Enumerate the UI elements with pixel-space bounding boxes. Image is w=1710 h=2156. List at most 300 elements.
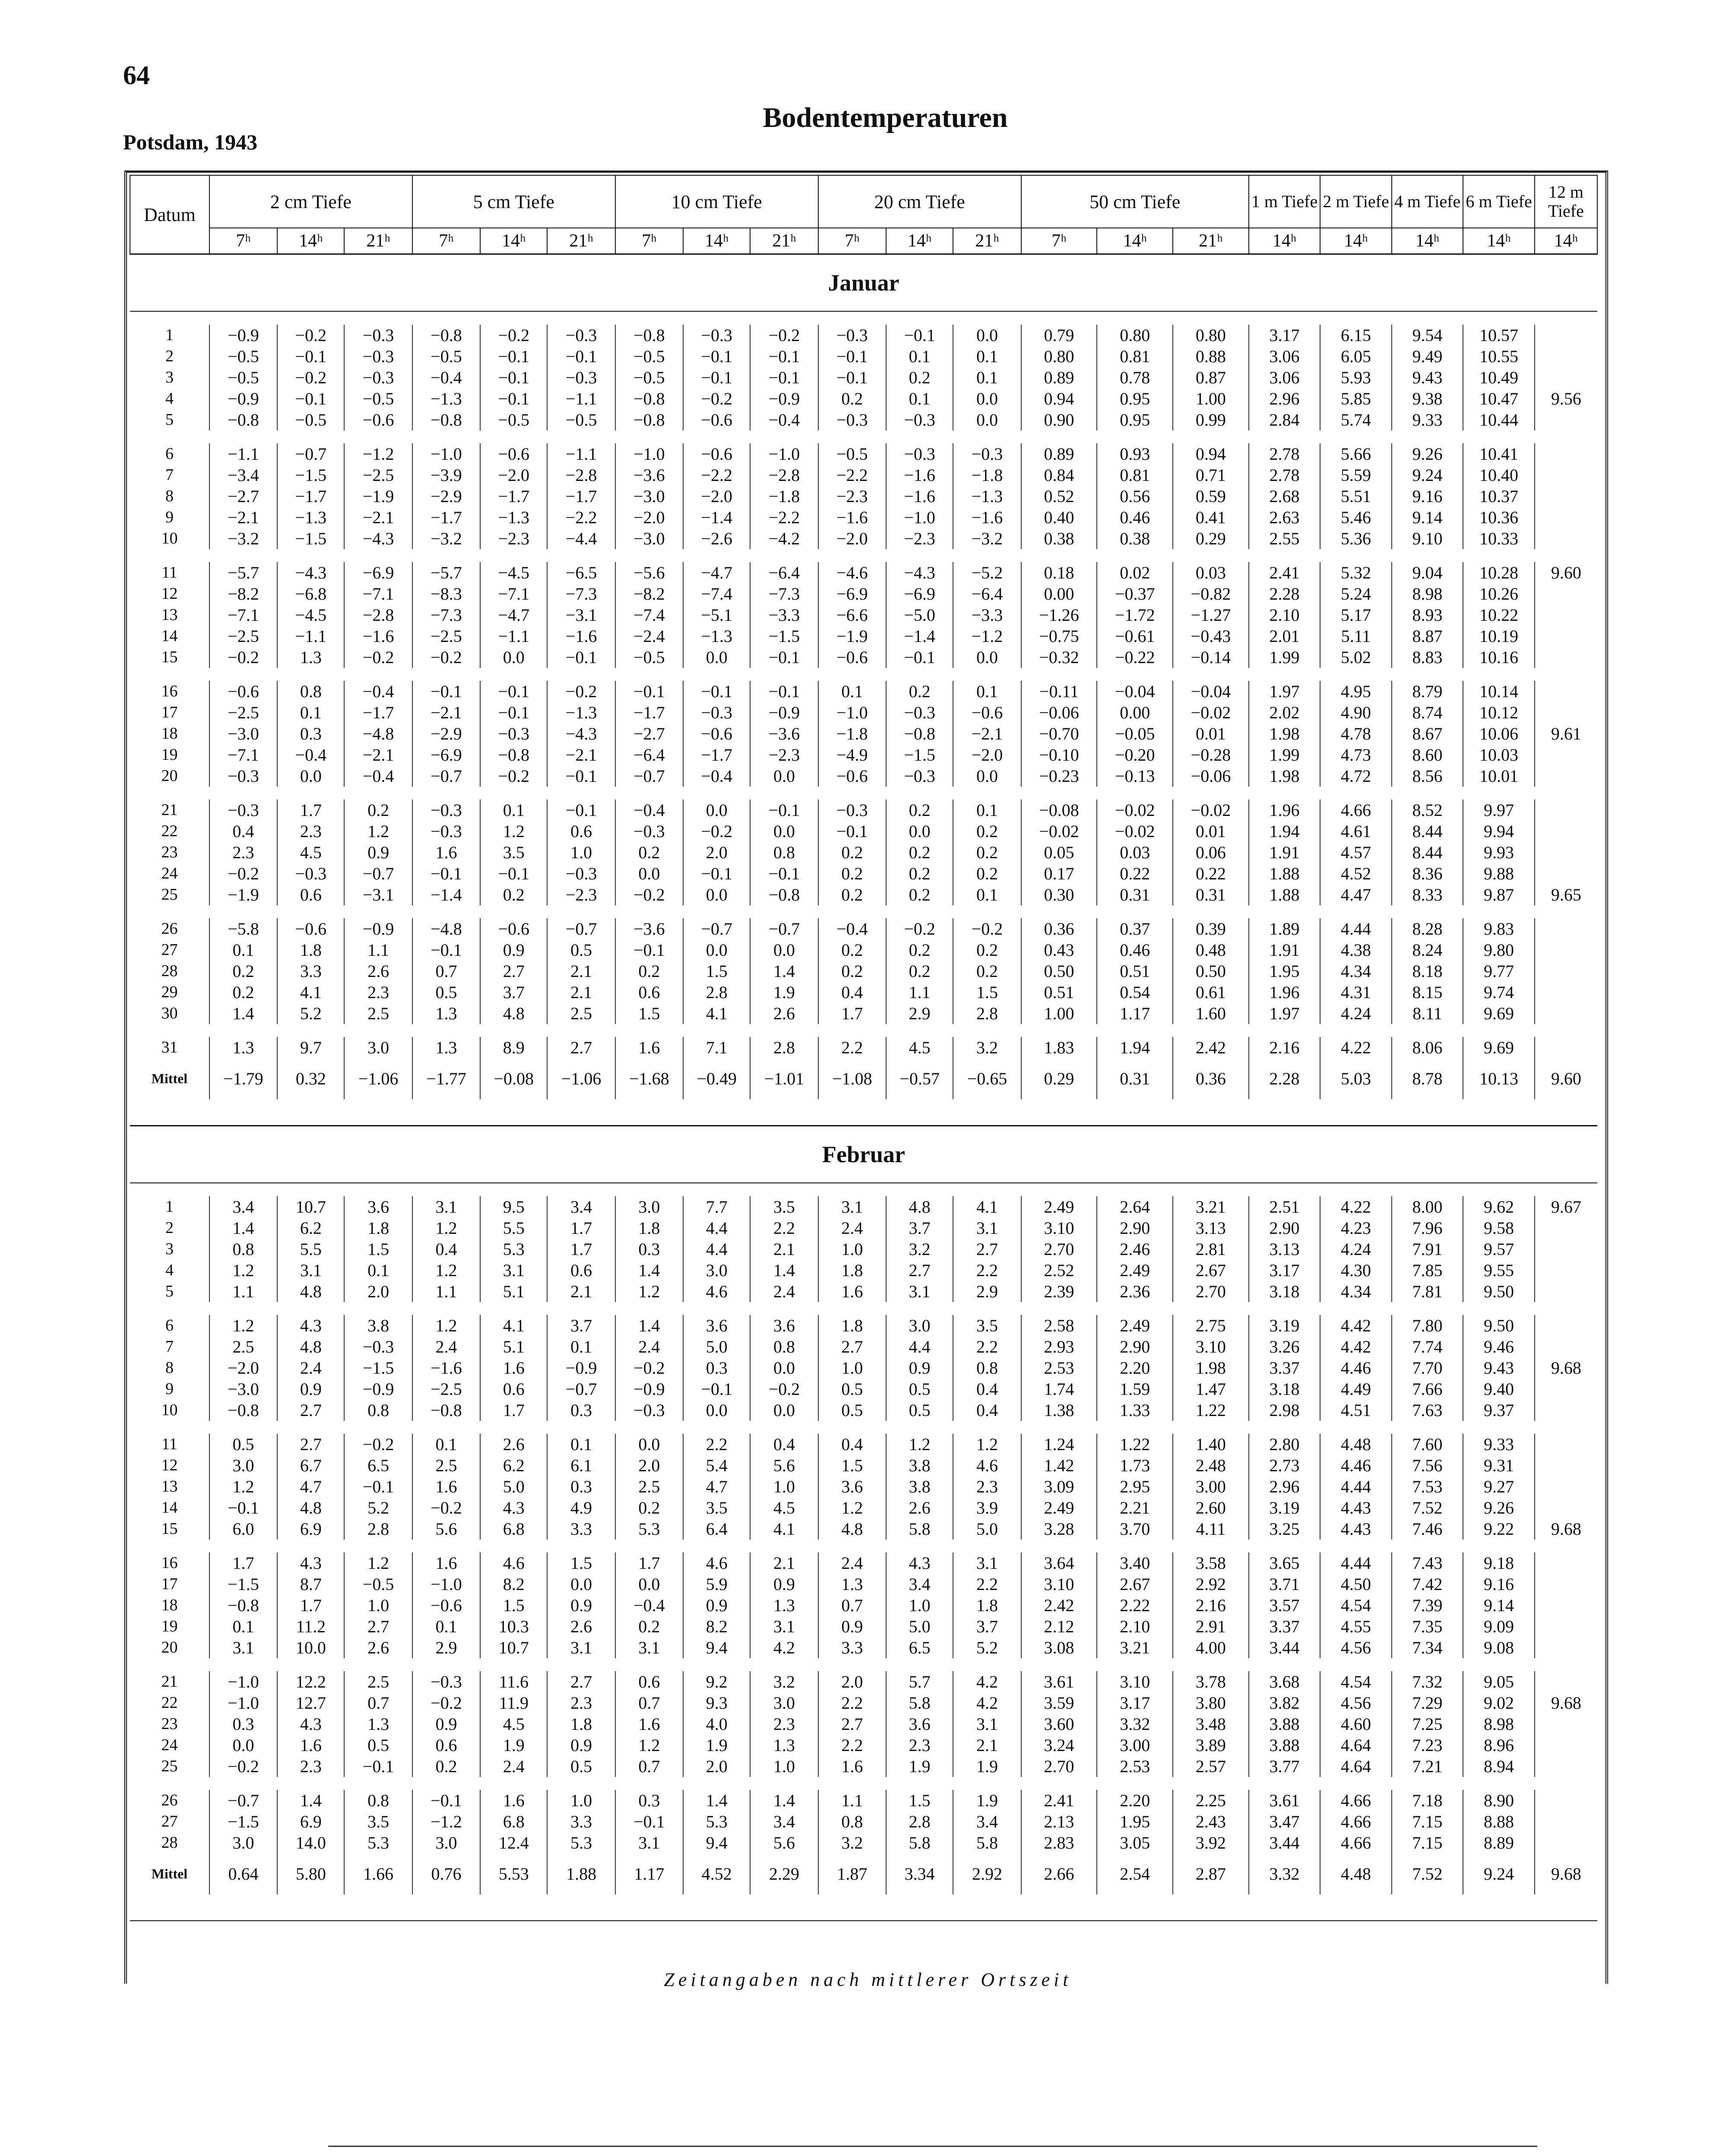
header-time: 7ʰ xyxy=(209,228,277,254)
mean-cell: 0.29 xyxy=(1021,1058,1097,1099)
table-row xyxy=(130,1003,1597,1024)
table-cell: 2.48 xyxy=(1173,1455,1249,1476)
table-cell: 2.10 xyxy=(1097,1616,1173,1637)
table-cell: 0.9 xyxy=(683,1595,750,1616)
table-cell: 7.63 xyxy=(1392,1400,1463,1421)
table-cell: 8.98 xyxy=(1392,583,1463,604)
table-cell: 5.5 xyxy=(277,1239,344,1260)
table-cell: 3.58 xyxy=(1173,1552,1249,1574)
table-cell: 0.5 xyxy=(547,939,615,961)
table-cell: 1.4 xyxy=(683,1790,750,1811)
table-cell: 5.59 xyxy=(1320,465,1392,486)
table-cell: 3.6 xyxy=(344,1196,412,1217)
day-label: 30 xyxy=(161,1004,178,1022)
table-cell: −0.02 xyxy=(1173,702,1249,723)
table-cell: −0.8 xyxy=(412,325,480,346)
table-cell: 2.70 xyxy=(1021,1239,1097,1260)
table-cell: 3.10 xyxy=(1021,1217,1097,1239)
table-cell: 9.26 xyxy=(1463,1497,1535,1518)
table-cell: 2.25 xyxy=(1173,1790,1249,1811)
table-cell: 9.14 xyxy=(1463,1595,1535,1616)
table-cell: −0.7 xyxy=(277,443,344,465)
table-cell: 2.2 xyxy=(818,1735,886,1756)
table-cell: 4.8 xyxy=(480,1003,547,1024)
mean-cell: −1.06 xyxy=(344,1058,412,1099)
table-cell: 9.68 xyxy=(1535,1357,1597,1378)
table-cell: 2.2 xyxy=(818,1692,886,1713)
table-row xyxy=(130,647,1597,668)
spacer-cell xyxy=(130,787,1597,800)
table-cell: 2.2 xyxy=(683,1434,750,1455)
table-cell: 2.93 xyxy=(1021,1336,1097,1357)
table-cell: −5.8 xyxy=(209,918,277,939)
table-cell: 2.83 xyxy=(1021,1832,1097,1853)
table-cell: 1.22 xyxy=(1097,1434,1173,1455)
table-cell: 1.98 xyxy=(1173,1357,1249,1378)
spacer-cell xyxy=(130,1777,1597,1790)
mean-cell: 2.66 xyxy=(1021,1853,1097,1894)
table-cell: 10.0 xyxy=(277,1637,344,1658)
table-cell: 1.8 xyxy=(615,1217,683,1239)
table-cell: 2.46 xyxy=(1097,1239,1173,1260)
table-cell: 2.41 xyxy=(1021,1790,1097,1811)
table-cell: 4.54 xyxy=(1320,1595,1392,1616)
table-cell: 0.2 xyxy=(953,842,1021,863)
table-cell: 6.8 xyxy=(480,1811,547,1832)
table-cell: −0.3 xyxy=(547,863,615,884)
table-cell: 3.71 xyxy=(1249,1574,1320,1595)
table-cell: 0.3 xyxy=(277,723,344,744)
table-row xyxy=(130,1713,1597,1735)
table-cell: 8.33 xyxy=(1392,884,1463,905)
table-cell xyxy=(1535,1434,1597,1455)
table-cell: 3.0 xyxy=(412,1832,480,1853)
day-label: 24 xyxy=(161,864,178,882)
mean-cell: 0.31 xyxy=(1097,1058,1173,1099)
table-cell: 2.90 xyxy=(1097,1217,1173,1239)
table-cell: 9.62 xyxy=(1463,1196,1535,1217)
table-cell: 0.5 xyxy=(886,1378,953,1400)
table-cell: −1.4 xyxy=(412,884,480,905)
table-cell: 3.40 xyxy=(1097,1552,1173,1574)
table-row xyxy=(130,1378,1597,1400)
table-cell: −0.3 xyxy=(886,409,953,430)
table-cell: 1.1 xyxy=(818,1790,886,1811)
header-time: 14ʰ xyxy=(1320,228,1392,254)
table-cell xyxy=(1535,1713,1597,1735)
table-cell: 0.2 xyxy=(818,884,886,905)
table-cell: −0.1 xyxy=(480,388,547,409)
table-cell: 0.0 xyxy=(683,800,750,821)
table-cell: 0.52 xyxy=(1021,486,1097,507)
table-cell: 9.24 xyxy=(1392,465,1463,486)
table-cell: 1.83 xyxy=(1021,1037,1097,1058)
table-cell: 7.74 xyxy=(1392,1336,1463,1357)
table-cell: 0.1 xyxy=(886,388,953,409)
table-cell: 2.16 xyxy=(1249,1037,1320,1058)
table-cell: 4.2 xyxy=(953,1671,1021,1692)
table-cell: 1.2 xyxy=(344,1552,412,1574)
table-row xyxy=(130,325,1597,346)
table-cell: 9.16 xyxy=(1463,1574,1535,1595)
table-cell: 1.22 xyxy=(1173,1400,1249,1421)
table-cell: 4.4 xyxy=(886,1336,953,1357)
table-row xyxy=(130,1336,1597,1357)
table-cell: −1.0 xyxy=(615,443,683,465)
table-cell: −2.2 xyxy=(750,507,818,528)
month-header-row xyxy=(130,254,1597,312)
table-cell: 9.31 xyxy=(1463,1455,1535,1476)
table-cell xyxy=(1535,604,1597,626)
table-cell: 4.78 xyxy=(1320,723,1392,744)
table-cell: 3.21 xyxy=(1097,1637,1173,1658)
table-cell: 2.4 xyxy=(818,1552,886,1574)
table-cell: 3.60 xyxy=(1021,1713,1097,1735)
table-cell: 1.7 xyxy=(615,1552,683,1574)
table-cell: 0.2 xyxy=(209,982,277,1003)
table-cell: 4.22 xyxy=(1320,1037,1392,1058)
table-cell: 1.42 xyxy=(1021,1455,1097,1476)
table-cell: 0.0 xyxy=(750,939,818,961)
table-cell: 1.4 xyxy=(615,1315,683,1336)
table-cell: 3.88 xyxy=(1249,1735,1320,1756)
table-cell: −0.3 xyxy=(412,1671,480,1692)
mean-cell: 4.52 xyxy=(683,1853,750,1894)
table-cell: 5.8 xyxy=(886,1692,953,1713)
table-cell: 0.3 xyxy=(547,1476,615,1497)
table-cell: 10.57 xyxy=(1463,325,1535,346)
table-cell: 1.6 xyxy=(615,1037,683,1058)
spacer-cell xyxy=(130,1183,1597,1196)
table-cell xyxy=(1535,765,1597,787)
table-cell: 7.23 xyxy=(1392,1735,1463,1756)
table-cell: −0.1 xyxy=(547,800,615,821)
table-cell xyxy=(1535,1476,1597,1497)
table-cell: 3.13 xyxy=(1173,1217,1249,1239)
day-label: 11 xyxy=(162,1435,177,1453)
table-cell: 0.2 xyxy=(886,961,953,982)
table-cell: −0.3 xyxy=(344,325,412,346)
table-cell: 8.00 xyxy=(1392,1196,1463,1217)
table-cell: 7.18 xyxy=(1392,1790,1463,1811)
table-cell: −0.1 xyxy=(480,863,547,884)
table-cell: −1.3 xyxy=(412,388,480,409)
table-cell: −3.0 xyxy=(615,528,683,549)
table-cell: 3.25 xyxy=(1249,1518,1320,1540)
table-cell: 1.00 xyxy=(1173,388,1249,409)
table-cell: 2.78 xyxy=(1249,465,1320,486)
table-cell: 3.44 xyxy=(1249,1637,1320,1658)
table-cell: 1.5 xyxy=(818,1455,886,1476)
table-cell: −1.27 xyxy=(1173,604,1249,626)
mean-cell: 5.53 xyxy=(480,1853,547,1894)
table-cell: −2.7 xyxy=(615,723,683,744)
table-cell: −0.2 xyxy=(480,765,547,787)
table-cell: −3.9 xyxy=(412,465,480,486)
spacer-cell xyxy=(130,668,1597,681)
table-cell: −0.11 xyxy=(1021,681,1097,702)
table-cell: 2.1 xyxy=(953,1735,1021,1756)
table-cell: 1.94 xyxy=(1249,821,1320,842)
table-cell: 6.9 xyxy=(277,1811,344,1832)
table-cell: 4.3 xyxy=(277,1552,344,1574)
table-row xyxy=(130,1671,1597,1692)
table-cell: 2.78 xyxy=(1249,443,1320,465)
table-cell: −6.5 xyxy=(547,562,615,583)
table-cell: 2.5 xyxy=(412,1455,480,1476)
table-cell: 1.5 xyxy=(953,982,1021,1003)
table-cell: −0.1 xyxy=(818,346,886,367)
table-cell: 9.87 xyxy=(1463,884,1535,905)
table-cell: 0.89 xyxy=(1021,367,1097,388)
table-cell: 7.66 xyxy=(1392,1378,1463,1400)
table-cell: 3.8 xyxy=(886,1476,953,1497)
table-cell: 2.6 xyxy=(344,961,412,982)
table-cell: 2.3 xyxy=(953,1476,1021,1497)
table-cell: 2.1 xyxy=(547,982,615,1003)
section-end-row xyxy=(130,1894,1597,1921)
table-cell: −4.5 xyxy=(277,604,344,626)
mean-cell: 2.28 xyxy=(1249,1058,1320,1099)
table-cell: −0.5 xyxy=(277,409,344,430)
table-cell: 1.9 xyxy=(750,982,818,1003)
table-cell: −4.8 xyxy=(412,918,480,939)
table-cell: 0.01 xyxy=(1173,821,1249,842)
table-cell: 0.5 xyxy=(818,1400,886,1421)
table-cell: 0.61 xyxy=(1173,982,1249,1003)
mean-cell: 3.34 xyxy=(886,1853,953,1894)
table-cell: −0.4 xyxy=(412,367,480,388)
table-cell: 3.1 xyxy=(750,1616,818,1637)
table-cell: −2.7 xyxy=(209,486,277,507)
table-cell: 2.70 xyxy=(1021,1756,1097,1777)
table-cell: −0.4 xyxy=(683,765,750,787)
table-row xyxy=(130,1735,1597,1756)
table-cell: 8.96 xyxy=(1463,1735,1535,1756)
day-label: 10 xyxy=(161,529,178,547)
table-cell: 7.91 xyxy=(1392,1239,1463,1260)
table-cell: 0.17 xyxy=(1021,863,1097,884)
table-cell: 4.44 xyxy=(1320,1552,1392,1574)
table-cell: −1.5 xyxy=(209,1811,277,1832)
table-cell: 0.0 xyxy=(953,325,1021,346)
table-cell: 9.74 xyxy=(1463,982,1535,1003)
table-cell: 1.7 xyxy=(209,1552,277,1574)
table-cell: 3.7 xyxy=(547,1315,615,1336)
mean-cell: −1.68 xyxy=(615,1058,683,1099)
table-cell: −0.6 xyxy=(344,409,412,430)
table-cell: 3.1 xyxy=(953,1713,1021,1735)
table-cell: −0.9 xyxy=(344,918,412,939)
table-cell: 1.88 xyxy=(1249,863,1320,884)
table-cell: 3.4 xyxy=(547,1196,615,1217)
table-cell: 3.1 xyxy=(953,1552,1021,1574)
table-cell: 5.0 xyxy=(886,1616,953,1637)
table-cell: −1.7 xyxy=(615,702,683,723)
mean-cell: −1.08 xyxy=(818,1058,886,1099)
table-cell: 3.6 xyxy=(818,1476,886,1497)
table-row xyxy=(130,1832,1597,1853)
table-cell: 4.57 xyxy=(1320,842,1392,863)
table-cell: 3.00 xyxy=(1097,1735,1173,1756)
table-cell: 4.51 xyxy=(1320,1400,1392,1421)
table-cell: 4.42 xyxy=(1320,1315,1392,1336)
header-time: 14ʰ xyxy=(480,228,547,254)
table-cell: 1.47 xyxy=(1173,1378,1249,1400)
table-cell: −0.7 xyxy=(683,918,750,939)
table-row xyxy=(130,939,1597,961)
table-cell: −1.7 xyxy=(412,507,480,528)
table-cell: −2.1 xyxy=(412,702,480,723)
table-cell: 8.52 xyxy=(1392,800,1463,821)
table-cell: 1.8 xyxy=(277,939,344,961)
spacer-row xyxy=(130,1421,1597,1434)
table-cell: 1.94 xyxy=(1097,1037,1173,1058)
table-row xyxy=(130,1476,1597,1497)
table-cell: 1.74 xyxy=(1021,1378,1097,1400)
table-cell: 1.3 xyxy=(750,1735,818,1756)
table-row xyxy=(130,1497,1597,1518)
table-cell: 9.94 xyxy=(1463,821,1535,842)
table-cell: 3.0 xyxy=(209,1455,277,1476)
table-cell: 3.17 xyxy=(1249,1260,1320,1281)
header-time: 14ʰ xyxy=(277,228,344,254)
table-cell: −0.2 xyxy=(615,1357,683,1378)
table-cell: −2.1 xyxy=(344,744,412,765)
table-cell: 0.0 xyxy=(683,1400,750,1421)
header-time: 21ʰ xyxy=(750,228,818,254)
table-cell xyxy=(1535,1336,1597,1357)
table-cell: 4.31 xyxy=(1320,982,1392,1003)
table-cell: 4.38 xyxy=(1320,939,1392,961)
table-cell: 0.80 xyxy=(1173,325,1249,346)
table-cell: 9.43 xyxy=(1463,1357,1535,1378)
table-cell: −0.3 xyxy=(886,702,953,723)
table-row xyxy=(130,626,1597,647)
table-cell: 9.05 xyxy=(1463,1671,1535,1692)
table-cell: −6.9 xyxy=(412,744,480,765)
table-cell: 5.46 xyxy=(1320,507,1392,528)
day-label: 2 xyxy=(165,347,174,365)
table-cell: 4.5 xyxy=(277,842,344,863)
table-cell: −2.9 xyxy=(412,486,480,507)
table-cell: 3.92 xyxy=(1173,1832,1249,1853)
table-cell: −7.3 xyxy=(750,583,818,604)
table-cell: −4.7 xyxy=(683,562,750,583)
table-cell: −0.1 xyxy=(683,863,750,884)
table-cell: −0.1 xyxy=(750,346,818,367)
table-cell: 2.49 xyxy=(1021,1497,1097,1518)
table-cell: 2.13 xyxy=(1021,1811,1097,1832)
table-cell: 1.91 xyxy=(1249,842,1320,863)
spacer-row xyxy=(130,1302,1597,1315)
table-cell: 4.50 xyxy=(1320,1574,1392,1595)
table-cell: −0.1 xyxy=(750,681,818,702)
table-cell: 2.5 xyxy=(344,1671,412,1692)
table-cell: 0.00 xyxy=(1021,583,1097,604)
table-cell: 10.06 xyxy=(1463,723,1535,744)
table-cell: 2.0 xyxy=(818,1671,886,1692)
table-cell: 1.7 xyxy=(818,1003,886,1024)
table-cell: 2.91 xyxy=(1173,1616,1249,1637)
table-cell: 0.7 xyxy=(615,1692,683,1713)
table-cell: 1.59 xyxy=(1097,1378,1173,1400)
table-cell: 10.36 xyxy=(1463,507,1535,528)
table-cell: 5.0 xyxy=(953,1518,1021,1540)
table-cell: 5.8 xyxy=(886,1518,953,1540)
table-cell: −0.3 xyxy=(277,863,344,884)
table-cell: 2.20 xyxy=(1097,1357,1173,1378)
day-label: 14 xyxy=(161,1498,178,1517)
table-cell: −0.2 xyxy=(886,918,953,939)
table-cell: −2.0 xyxy=(209,1357,277,1378)
table-cell: 3.17 xyxy=(1249,325,1320,346)
table-cell: 1.9 xyxy=(886,1756,953,1777)
table-cell: −2.8 xyxy=(547,465,615,486)
table-cell: 0.6 xyxy=(547,1260,615,1281)
day-label: 24 xyxy=(161,1736,178,1754)
table-cell: −2.0 xyxy=(683,486,750,507)
table-cell: −8.2 xyxy=(615,583,683,604)
table-cell: 3.09 xyxy=(1021,1476,1097,1497)
table-cell: 0.81 xyxy=(1097,346,1173,367)
table-cell: 4.1 xyxy=(277,982,344,1003)
day-label: 19 xyxy=(161,746,178,764)
table-cell: 0.9 xyxy=(412,1713,480,1735)
table-cell: −0.3 xyxy=(886,765,953,787)
page-number: 64 xyxy=(123,61,150,90)
table-cell: 0.5 xyxy=(412,982,480,1003)
table-cell: 1.0 xyxy=(750,1476,818,1497)
table-cell: 1.6 xyxy=(277,1735,344,1756)
table-cell: 0.0 xyxy=(750,1357,818,1378)
table-cell: −2.5 xyxy=(209,626,277,647)
table-cell: 0.94 xyxy=(1173,443,1249,465)
table-cell: 0.2 xyxy=(480,884,547,905)
table-cell: 1.8 xyxy=(818,1260,886,1281)
table-cell: 0.9 xyxy=(750,1574,818,1595)
table-cell: 1.91 xyxy=(1249,939,1320,961)
mean-cell: 8.78 xyxy=(1392,1058,1463,1099)
table-cell: 2.81 xyxy=(1173,1239,1249,1260)
day-label: 9 xyxy=(165,1380,174,1398)
table-cell: 1.8 xyxy=(547,1713,615,1735)
table-cell: 1.6 xyxy=(615,1713,683,1735)
table-cell: −0.6 xyxy=(480,443,547,465)
day-label: 19 xyxy=(161,1617,178,1635)
table-cell: −2.5 xyxy=(209,702,277,723)
table-cell: −0.7 xyxy=(344,863,412,884)
table-cell: 2.28 xyxy=(1249,583,1320,604)
table-cell: 4.5 xyxy=(750,1497,818,1518)
table-cell: 2.21 xyxy=(1097,1497,1173,1518)
table-cell: −0.02 xyxy=(1173,800,1249,821)
table-cell: 0.6 xyxy=(615,1671,683,1692)
table-cell: −0.1 xyxy=(750,367,818,388)
table-cell: 9.4 xyxy=(683,1832,750,1853)
day-label: 14 xyxy=(161,627,178,645)
table-cell: 0.54 xyxy=(1097,982,1173,1003)
table-cell xyxy=(1535,528,1597,549)
table-cell: −0.9 xyxy=(209,325,277,346)
table-cell: −0.2 xyxy=(344,647,412,668)
table-row xyxy=(130,863,1597,884)
table-cell: 3.0 xyxy=(683,1260,750,1281)
table-cell: 0.9 xyxy=(277,1378,344,1400)
mean-cell: 0.76 xyxy=(412,1853,480,1894)
table-cell: 0.7 xyxy=(615,1756,683,1777)
table-cell: 3.7 xyxy=(886,1217,953,1239)
